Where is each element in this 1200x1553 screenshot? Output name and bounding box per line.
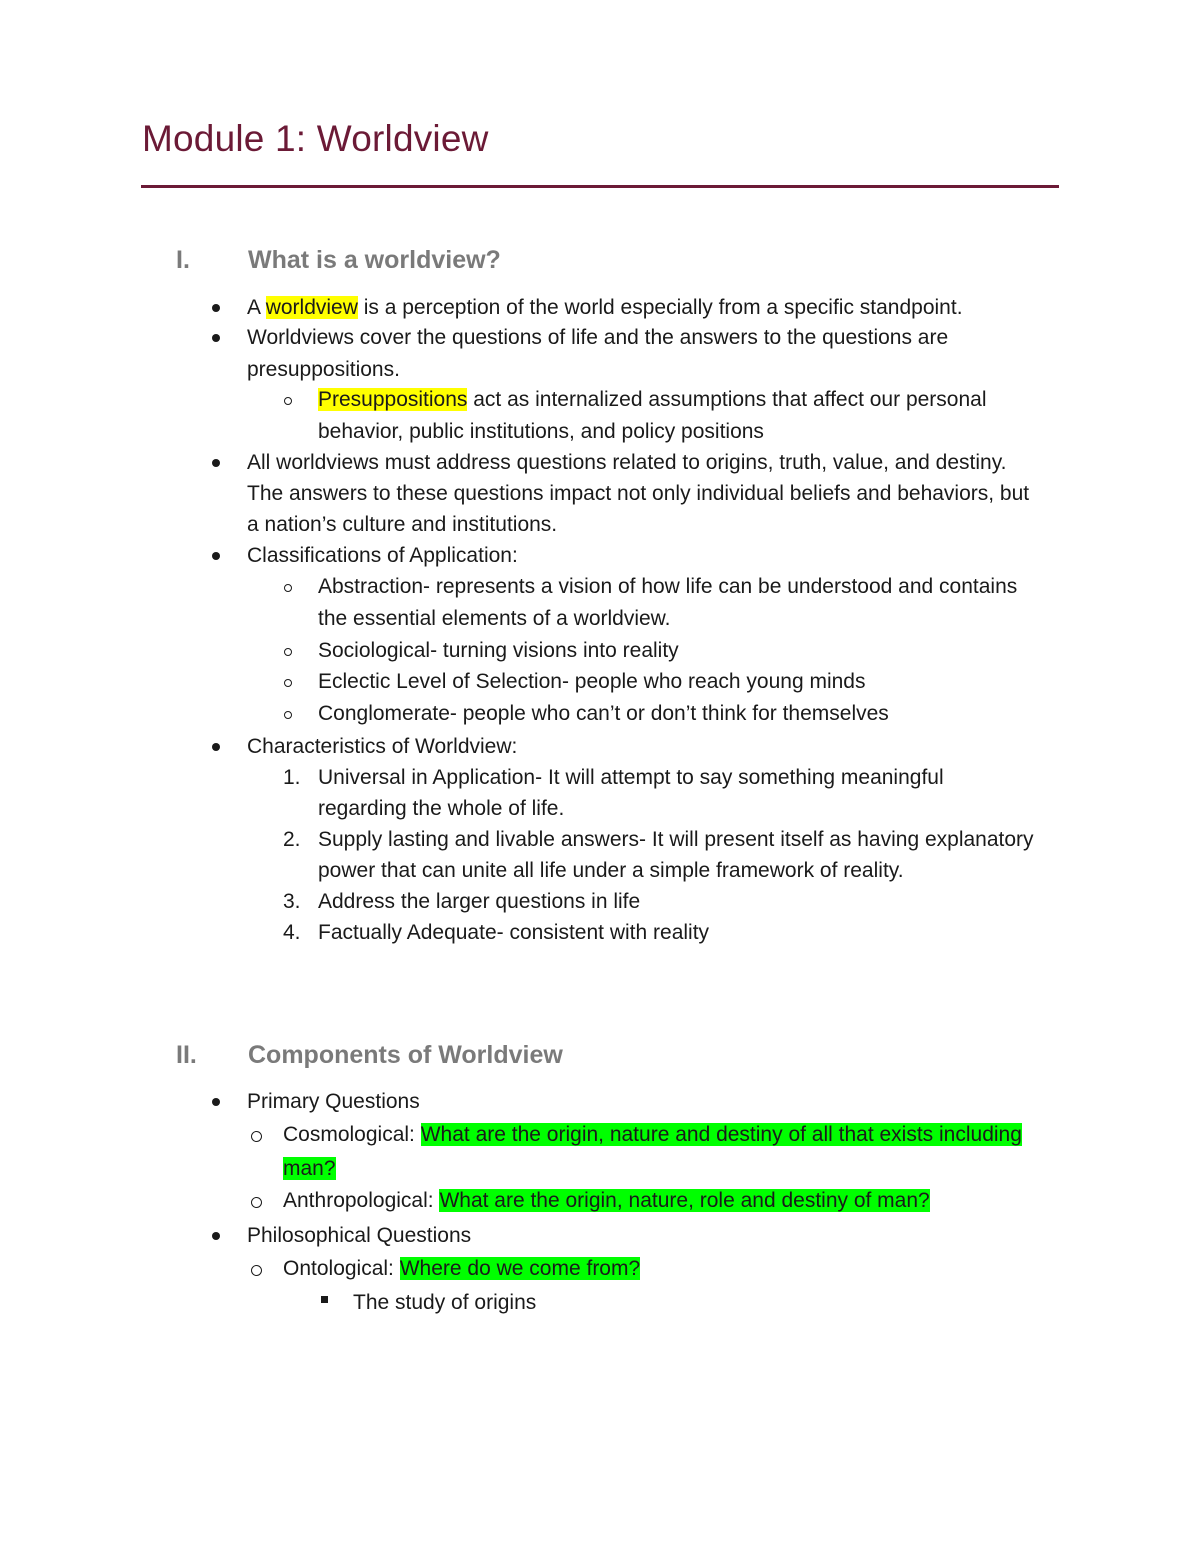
bullet-circle-icon: [284, 397, 292, 405]
list-item: [283, 1257, 640, 1281]
bullet-dot-icon: [212, 743, 220, 751]
section-title: Components of Worldview: [248, 1041, 563, 1069]
text-segment: Anthropological:: [283, 1189, 440, 1212]
list-number: 2.: [283, 828, 301, 851]
list-item: [247, 296, 963, 320]
list-item: Sociological- turning visions into reality: [318, 639, 679, 662]
bullet-dot-icon: [212, 334, 220, 342]
highlight-term: Presuppositions: [318, 388, 468, 411]
bullet-dot-icon: [212, 552, 220, 560]
list-number: 4.: [283, 921, 301, 944]
list-item-line: The answers to these questions impact not only individual beliefs and behaviors, but: [247, 482, 1030, 505]
list-item-line: Universal in Application- It will attempt to say something meaningful: [318, 766, 944, 789]
list-item-line: [283, 1157, 336, 1181]
text-segment: A: [247, 296, 266, 319]
list-item-line: Abstraction- represents a vision of how life can be understood and contains: [318, 575, 1018, 598]
list-number: 3.: [283, 890, 301, 913]
highlight-term: worldview: [265, 296, 358, 319]
bullet-circle-icon: [251, 1265, 262, 1276]
list-item: Characteristics of Worldview:: [247, 735, 518, 758]
list-item: Philosophical Questions: [247, 1224, 472, 1247]
bullet-dot-icon: [212, 304, 220, 312]
list-item: Primary Questions: [247, 1090, 420, 1113]
section-number: I.: [176, 246, 190, 274]
list-item-line: the essential elements of a worldview.: [318, 607, 671, 630]
text-segment: Ontological:: [283, 1257, 400, 1280]
list-item-line: behavior, public institutions, and policy positions: [318, 420, 764, 443]
list-item-line: Worldviews cover the questions of life and the answers to the questions are: [247, 326, 949, 349]
highlight-question: man?: [283, 1157, 336, 1180]
highlight-question: What are the origin, nature, role and destiny of man?: [439, 1189, 930, 1212]
section-heading-1: [0, 246, 1200, 278]
bullet-square-icon: [321, 1296, 328, 1303]
section-number: II.: [176, 1041, 197, 1069]
list-item: Address the larger questions in life: [318, 890, 641, 913]
bullet-dot-icon: [212, 1232, 220, 1240]
list-item: Conglomerate- people who can’t or don’t think for themselves: [318, 702, 889, 725]
section-heading-2: [0, 1041, 1200, 1073]
highlight-question: What are the origin, nature and destiny of all that exists including: [420, 1123, 1022, 1146]
bullet-circle-icon: [251, 1131, 262, 1142]
list-item-line: All worldviews must address questions related to origins, truth, value, and destiny.: [247, 451, 1007, 474]
highlight-question: Where do we come from?: [399, 1257, 641, 1280]
list-item: [318, 388, 987, 412]
list-item: Factually Adequate- consistent with reality: [318, 921, 710, 944]
list-item-line: regarding the whole of life.: [318, 797, 565, 820]
bullet-dot-icon: [212, 459, 220, 467]
section-title: What is a worldview?: [248, 246, 501, 274]
list-item: [283, 1123, 1022, 1147]
list-item: Classifications of Application:: [247, 544, 518, 567]
list-item: Eclectic Level of Selection- people who reach young minds: [318, 670, 866, 693]
list-item-line: Supply lasting and livable answers- It will present itself as having explanatory: [318, 828, 1034, 851]
page-title: Module 1: Worldview: [142, 118, 489, 159]
list-item: The study of origins: [353, 1291, 537, 1314]
list-item: [283, 1189, 930, 1213]
text-segment: is a perception of the world especially from a specific standpoint.: [357, 296, 963, 319]
list-number: 1.: [283, 766, 301, 789]
bullet-circle-icon: [284, 679, 292, 687]
bullet-circle-icon: [284, 711, 292, 719]
title-rule: [141, 185, 1059, 188]
bullet-dot-icon: [212, 1098, 220, 1106]
list-item-line: power that can unite all life under a simple framework of reality.: [318, 859, 904, 882]
bullet-circle-icon: [284, 584, 292, 592]
bullet-circle-icon: [251, 1197, 262, 1208]
text-segment: act as internalized assumptions that affect our personal: [467, 388, 987, 411]
bullet-circle-icon: [284, 648, 292, 656]
text-segment: Cosmological:: [283, 1123, 421, 1146]
list-item-line: presuppositions.: [247, 358, 400, 381]
list-item-line: a nation’s culture and institutions.: [247, 513, 558, 536]
